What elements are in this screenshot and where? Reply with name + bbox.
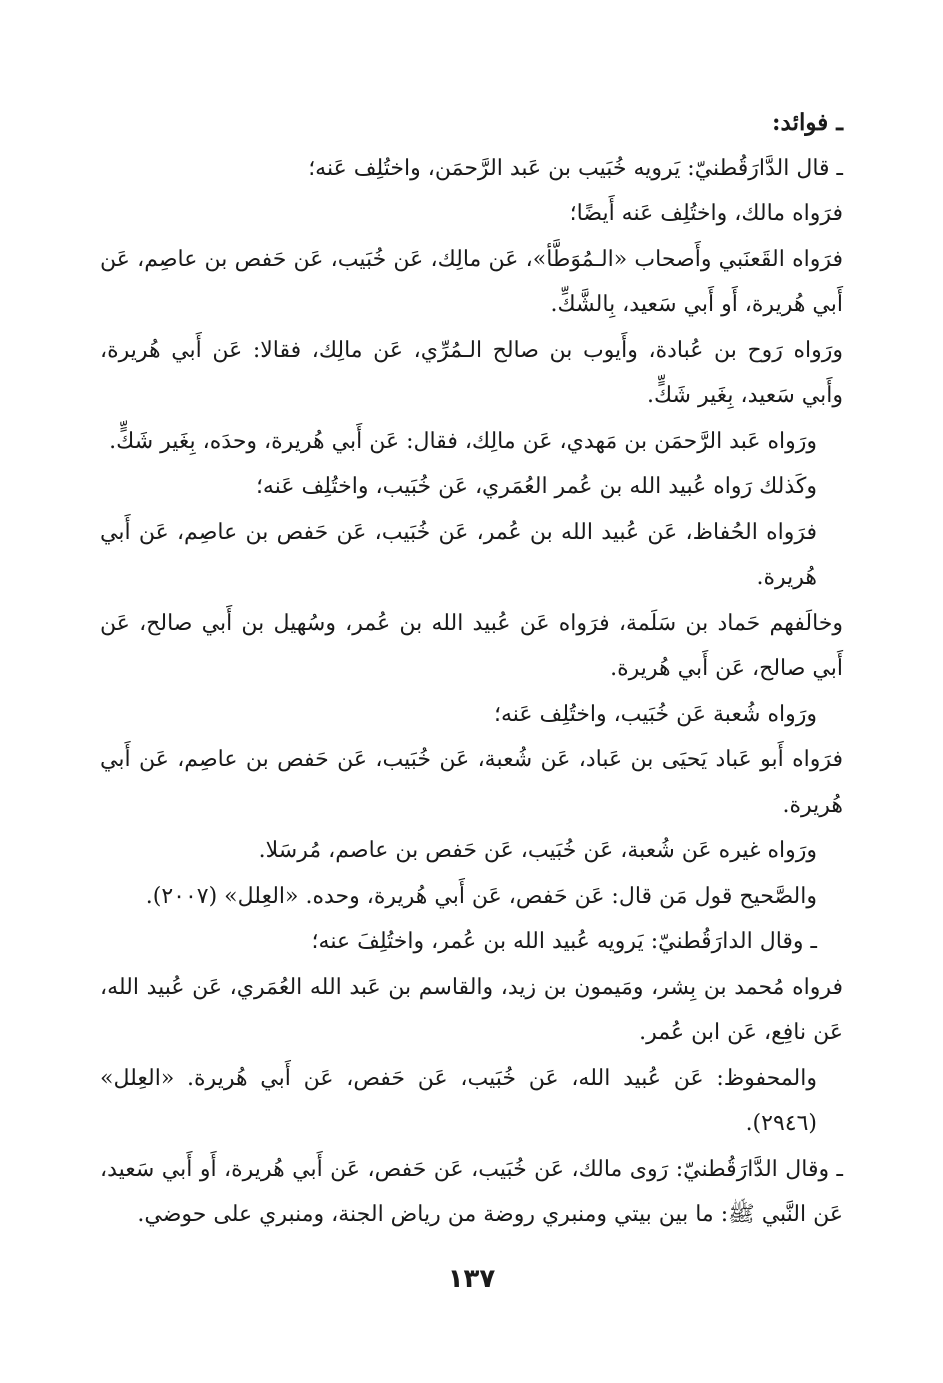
paragraph: وخالَفهم حَماد بن سَلَمة، فرَواه عَن عُبيد الله بن عُمر، وسُهيل بن أَبي صالح، عَن أَبي صالح، عَن أَبي هُريرة. — [100, 610, 843, 681]
paragraph: فرَواه مالك، واختُلِف عَنه أَيضًا؛ — [569, 201, 843, 226]
paragraph: ـ قال الدَّارَقُطنيّ: يَرويه خُبَيب بن عَبد الرَّحمَن، واختُلِف عَنه؛ — [308, 155, 843, 181]
paragraph: فرَواه أَبو عَباد يَحيَى بن عَباد، عَن شُعبة، عَن خُبَيب، عَن حَفص بن عاصِم، عَن أَبي هُريرة. — [100, 747, 843, 818]
paragraph: والصَّحيح قول مَن قال: عَن حَفص، عَن أَبي هُريرة، وحده. «العِلل» (٢٠٠٧). — [145, 883, 817, 909]
page-number: ١٣٧ — [447, 1264, 496, 1294]
page-body — [100, 100, 843, 1238]
section-heading: ـ فوائد: — [772, 109, 843, 136]
paragraph: ـ وقال الدارَقُطنيّ: يَرويه عُبيد الله بن عُمر، واختُلِفَ عنه؛ — [311, 929, 817, 954]
paragraph: ورَواه عَبد الرَّحمَن بن مَهدي، عَن مالِك، فقال: عَن أَبي هُريرة، وحدَه، بِغَير شَكٍّ. — [109, 428, 817, 454]
paragraph: فرَواه الحُفاظ، عَن عُبيد الله بن عُمر، عَن خُبَيب، عَن حَفص بن عاصِم، عَن أَبي هُريرة. — [100, 519, 817, 590]
paragraph: فرَواه القَعنَبي وأَصحاب «الـمُوَطَّأ»، عَن مالِك، عَن خُبَيب، عَن حَفص بن عاصِم، عَن أَبي هُريرة، أَو أَبي سَعيد، بِالشَّكِّ. — [100, 246, 843, 317]
paragraph: والمحفوظ: عَن عُبيد الله، عَن خُبَيب، عَن حَفص، عَن أَبي هُريرة. «العِلل» (٢٩٤٦). — [100, 1065, 817, 1136]
paragraph: وكَذلك رَواه عُبيد الله بن عُمر العُمَري، عَن خُبَيب، واختُلِف عَنه؛ — [255, 474, 817, 499]
paragraph: ورَواه غيره عَن شُعبة، عَن خُبَيب، عَن حَفص بن عاصم، مُرسَلا. — [258, 838, 817, 863]
paragraph: ورَواه رَوح بن عُبادة، وأَيوب بن صالح الـمُرِّي، عَن مالِك، فقالا: عَن أَبي هُريرة، وأَبي سَعيد، بِغَير شَكٍّ. — [100, 337, 843, 408]
paragraph: ـ وقال الدَّارَقُطنيّ: رَوى مالك، عَن خُبَيب، عَن حَفص، عَن أَبي هُريرة، أَو أَبي سَعيد، عَن النَّبي ﷺ: ما بين بيتي ومنبري روضة من رياض الجنة، ومنبري على حوضي. — [100, 1156, 843, 1227]
paragraph: ورَواه شُعبة عَن خُبَيب، واختُلِف عَنه؛ — [494, 701, 817, 727]
paragraph: فرواه مُحمد بن بِشر، ومَيمون بن زيد، والقاسم بن عَبد الله العُمَري، عَن عُبيد الله، عَن نافِع، عَن ابن عُمر. — [100, 974, 843, 1045]
